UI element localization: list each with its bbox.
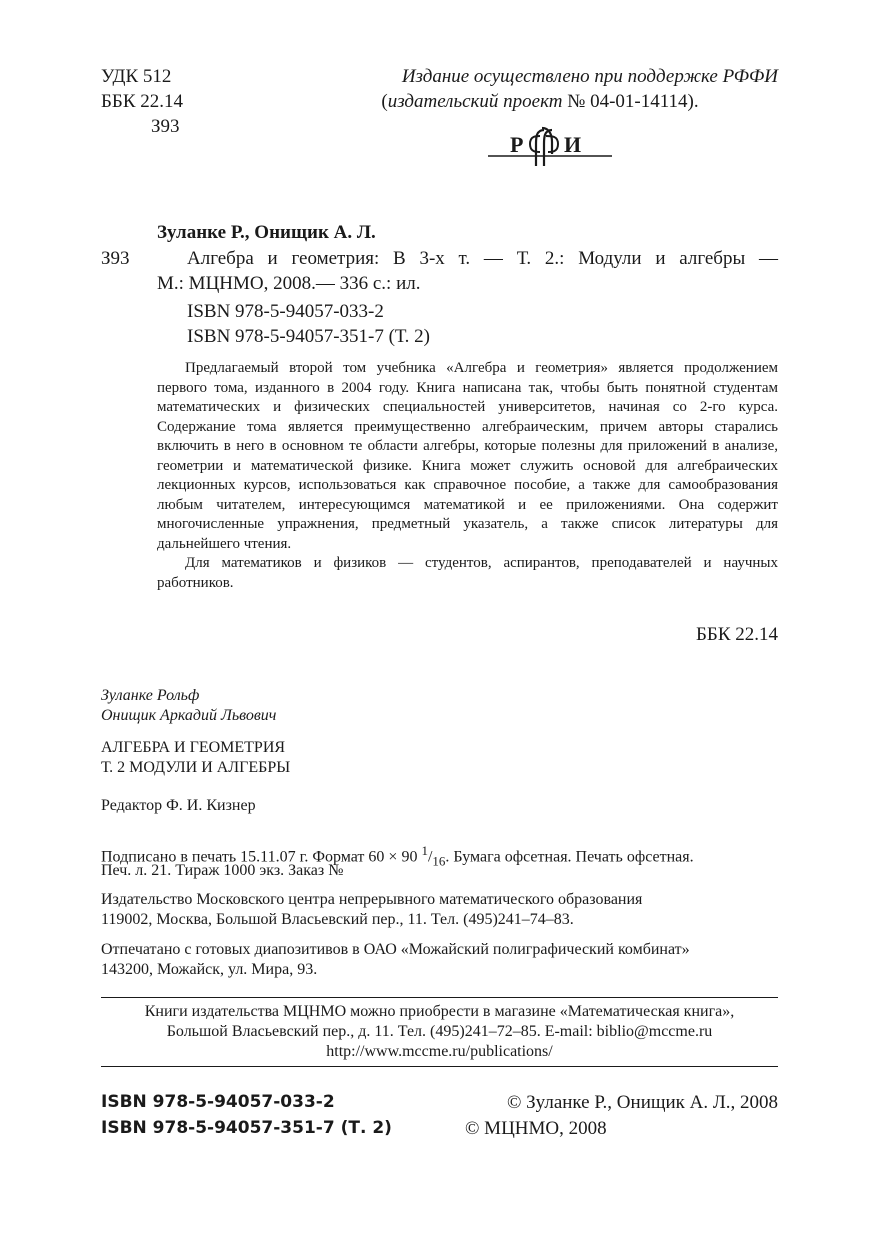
footer-copyright1: © Зуланке Р., Онищик А. Л., 2008 [506,1092,778,1113]
author-mark: З93 [151,116,180,137]
catalog-authors: Зуланке Р., Онищик А. Л. [157,222,376,243]
imprint-author2: Онищик Аркадий Львович [101,707,277,724]
print-fraction-slash: / [427,848,433,866]
rffi-logo-ff-glyph [536,128,552,166]
footer-copyright2: © МЦНМО, 2008 [465,1118,607,1139]
catalog-isbn1: ISBN 978-5-94057-033-2 [187,301,384,322]
rffi-logo-text: РФФИ [486,169,489,170]
abstract-bbk: ББК 22.14 [696,624,778,645]
udk-code: УДК 512 [101,66,172,87]
catalog-title-line2: М.: МЦНМО, 2008.— 336 с.: ил. [157,273,421,294]
support-project-number: № 04-01-14114). [562,91,699,112]
abstract [157,359,778,593]
catalog-code: З93 [101,248,130,269]
rffi-logo-letter-i: И [564,132,582,157]
support-paren: ( [381,91,388,112]
abstract-paragraph-2: Для математиков и физиков — студентов, аспирантов, преподавателей и научных работников. [157,555,778,591]
print-details-paper: . Бумага офсетная. Печать офсетная. [445,848,694,866]
print-fraction-denominator: 16 [432,853,446,869]
shop-line2: Большой Власьевский пер., д. 11. Тел. (495)241–72–85. E-mail: biblio@mccme.ru [166,1023,713,1040]
bbk-code: ББК 22.14 [101,91,183,112]
imprint-author1: Зуланке Рольф [101,687,200,704]
print-fraction-numerator: 1 [421,843,428,858]
support-notice-line1: Издание осуществлено при поддержке РФФИ [401,66,778,87]
shop-top-rule [101,997,778,998]
catalog-isbn2: ISBN 978-5-94057-351-7 (Т. 2) [187,326,430,347]
shop-bottom-rule [101,1066,778,1067]
printer-line1: Отпечатано с готовых диапозитивов в ОАО «Можайский полиграфический комбинат» [101,941,690,958]
shop-url[interactable]: http://www.mccme.ru/publications/ [326,1043,553,1060]
imprint-editor: Редактор Ф. И. Кизнер [101,797,256,814]
rffi-logo [486,124,614,170]
support-project-label: издательский проект [387,91,563,112]
imprint-title2: Т. 2 МОДУЛИ И АЛГЕБРЫ [101,759,291,776]
footer-isbn1: ISBN 978-5-94057-033-2 [101,1092,335,1112]
print-details-line2: Печ. л. 21. Тираж 1000 экз. Заказ № [101,862,344,879]
printer-line2: 143200, Можайск, ул. Мира, 93. [101,961,318,978]
publisher-line2: 119002, Москва, Большой Власьевский пер., 11. Тел. (495)241–74–83. [101,911,574,928]
abstract-paragraph-1: Предлагаемый второй том учебника «Алгебра и геометрия» является продолжением первого тома, изданного в 2004 году. Книга написана так, чтобы быть понятной студентам математических и физических специальностей университетов, начиная со 2-го курса. Содержание тома является преимущественно алгебраическим, причем авторы старались включить в него в основном те области алгебры, которые полезны для приложений в анализе, геометрии и математической физике. Книга может служить основой для алгебраических лекционных курсов, использоваться как справочное пособие, а также для самообразования любым читателем, интересующимся математикой и ее приложениями. Она содержит многочисленные упражнения, предметный указатель, а также список литературы для дальнейшего чтения. [157,360,778,552]
footer-isbn2: ISBN 978-5-94057-351-7 (Т. 2) [101,1118,392,1138]
catalog-title-line1: Алгебра и геометрия: В 3-х т. — Т. 2.: Модули и алгебры — [187,248,778,269]
rffi-logo-letter-r: Р [510,132,524,157]
imprint-title1: АЛГЕБРА И ГЕОМЕТРИЯ [101,739,286,756]
publisher-line1: Издательство Московского центра непрерывного математического образования [101,891,643,908]
support-notice-line2 [330,89,750,114]
shop-line1: Книги издательства МЦНМО можно приобрести в магазине «Математическая книга», [144,1003,735,1020]
print-details-format: Подписано в печать 15.11.07 г. Формат 60 × 90 [101,848,422,866]
